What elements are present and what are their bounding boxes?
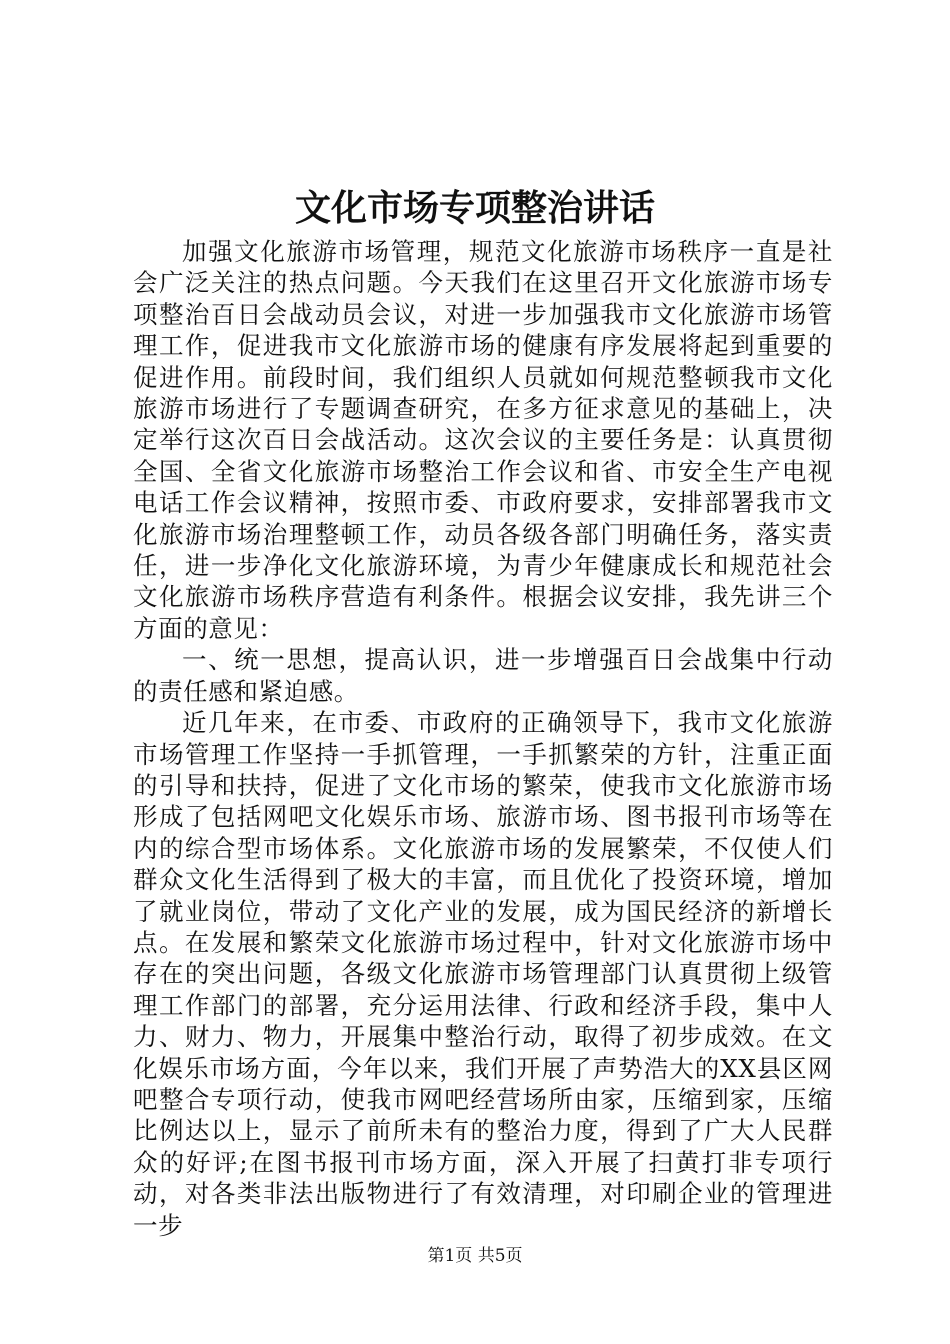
document-title: 文化市场专项整治讲话	[294, 187, 655, 229]
page-number-footer: 第1页 共5页	[427, 1246, 523, 1266]
paragraph-main: 近几年来，在市委、市政府的正确领导下，我市文化旅游市场管理工作坚持一手抓管理，一手抓繁荣的方针，注重正面的引导和扶持，促进了文化市场的繁荣，使我市文化旅游市场形成了包括网吧文化娱乐市场、旅游市场、图书报刊市场等在内的综合型市场体系。文化旅游市场的发展繁荣，不仅使人们群众文化生活得到了极大的丰富，而且优化了投资环境，增加了就业岗位，带动了文化产业的发展，成为国民经济的新增长点。在发展和繁荣文化旅游市场过程中，针对文化旅游市场中存在的突出问题，各级文化旅游市场管理部门认真贯彻上级管理工作部门的部署，充分运用法律、行政和经济手段，集中人力、财力、物力，开展集中整治行动，取得了初步成效。在文化娱乐市场方面，今年以来，我们开展了声势浩大的XX县区网吧整合专项行动，使我市网吧经营场所由家，压缩到家，压缩比例达以上，显示了前所未有的整治力度，得到了广大人民群众的好评;在图书报刊市场方面，深入开展了扫黄打非专项行动，对各类非法出版物进行了有效清理，对印刷企业的管理进一步	[133, 708, 833, 1240]
document-body	[133, 236, 833, 1241]
paragraph-intro: 加强文化旅游市场管理，规范文化旅游市场秩序一直是社会广泛关注的热点问题。今天我们在这里召开文化旅游市场专项整治百日会战动员会议，对进一步加强我市文化旅游市场管理工作，促进我市文化旅游市场的健康有序发展将起到重要的促进作用。前段时间，我们组织人员就如何规范整顿我市文化旅游市场进行了专题调查研究，在多方征求意见的基础上，决定举行这次百日会战活动。这次会议的主要任务是：认真贯彻全国、全省文化旅游市场整治工作会议和省、市安全生产电视电话工作会议精神，按照市委、市政府要求，安排部署我市文化旅游市场治理整顿工作，动员各级各部门明确任务，落实责任，进一步净化文化旅游环境，为青少年健康成长和规范社会文化旅游市场秩序营造有利条件。根据会议安排，我先讲三个方面的意见：	[133, 237, 833, 643]
paragraph-section-heading: 一、统一思想，提高认识，进一步增强百日会战集中行动的责任感和紧迫感。	[133, 645, 833, 706]
